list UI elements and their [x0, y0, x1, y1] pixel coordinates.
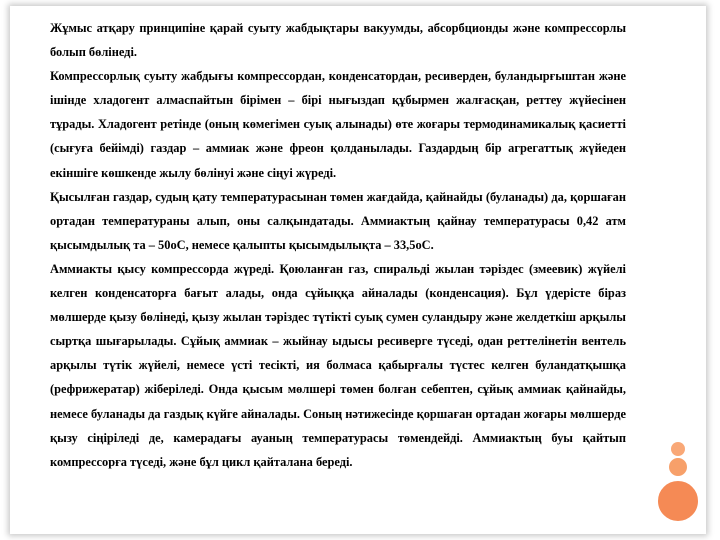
- medium-circle-icon: [667, 456, 689, 478]
- paragraph-1: Жұмыс атқару принципіне қарай суыту жабдықтары вакуумды, абсорбционды және компрессорлы болып бөлінеді.: [50, 21, 626, 60]
- paragraph-4: Аммиакты қысу компрессорда жүреді. Қоюланған газ, спиральді жылан тәріздес (змеевик) жүйелі келген конденсаторға бағыт алады, онда сұйыққа айналады (конденсация). Бұл үдерісте біраз мөлшерде қызу бөлінеді, қызу жылан тәріздес түтікті суық сумен суландыру және желдеткіш арқылы сыртқа шығарылады. Сұйық аммиак – жыйнау ыдысы ресиверге түседі, одан реттелінетін вентель арқылы түтік жүйелі, немесе үсті тесікті, ия болмаса қабырғалы түстес келген буландатқышқа (рефрижератар) жіберіледі. Онда қысым мөлшері төмен болған себептен, сұйық аммиак қайнайды, немесе буланады да газдық күйге айналады. Соның нәтижесінде қоршаған ортадан жоғары мөлшерде қызу сіңіріледі де, камерадағы ауаның температурасы төмендейді. Аммиактың буы қайтып компрессорға түседі, және бұл цикл қайталана береді.: [50, 261, 626, 469]
- body-text: [50, 16, 626, 474]
- large-circle-icon: [655, 478, 701, 524]
- paragraph-2: Компрессорлық суыту жабдығы компрессордан, конденсатордан, ресиверден, буландырғыштан және ішінде хладогент алмаспайтын бірімен – бірі нығыздап құбырмен жалғасқан, реттеу жүйесінен тұрады. Хладогент ретінде (оның көмегімен суық алынады) өте жоғары термодинамикалық қасиетті (сығуға бейімді) газдар – аммиак және фреон қолданылады. Газдардың бір агрегаттық жүйеден екіншіге көшкенде жылу бөлінуі және сіңуі жүреді.: [50, 69, 626, 180]
- paragraph-3: Қысылған газдар, судың қату температурасынан төмен жағдайда, қайнайды (буланады) да, қоршаған ортадан температураны алып, оны салқындатады. Аммиактың қайнау температурасы 0,42 атм қысымдылық та – 50оС, немесе қалыпты қысымдылықта – 33,5оС.: [50, 189, 626, 252]
- small-circle-icon: [671, 442, 685, 456]
- slide: [10, 6, 706, 534]
- orange-circles-icon: [658, 442, 698, 534]
